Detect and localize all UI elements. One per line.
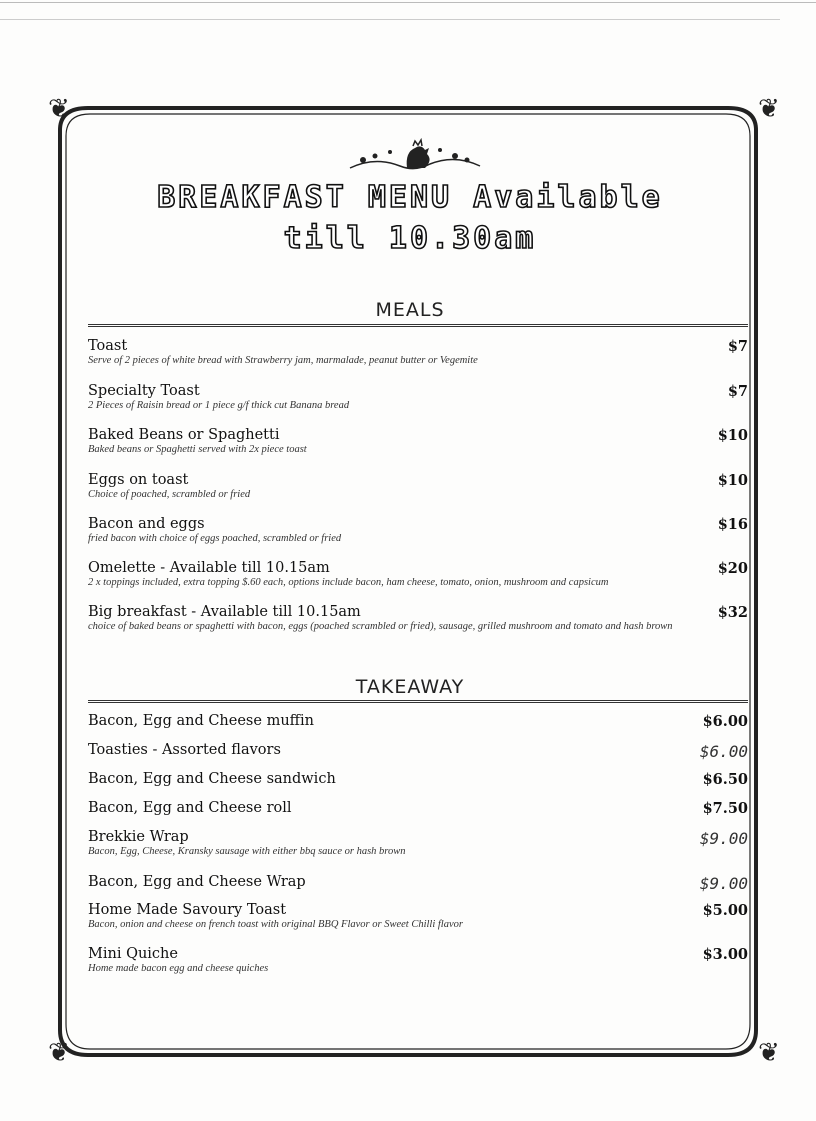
item-name: Home Made Savoury Toast: [88, 902, 287, 918]
item-name: Bacon, Egg and Cheese Wrap: [88, 874, 306, 890]
item-name: Toasties - Assorted flavors: [88, 742, 281, 758]
rooster-floral-ornament-icon: [345, 138, 485, 178]
item-price: $20: [717, 560, 748, 577]
item-name: Mini Quiche: [88, 946, 178, 962]
takeaway-heading: TAKEAWAY: [355, 676, 465, 698]
floral-corner-icon: ❦: [758, 1038, 780, 1068]
item-name: Bacon and eggs: [88, 516, 205, 532]
item-description: Serve of 2 pieces of white bread with Strawberry jam, marmalade, peanut butter or Vegemite: [88, 355, 478, 366]
item-description: Bacon, Egg, Cheese, Kransky sausage with either bbq sauce or hash brown: [88, 846, 406, 857]
item-price: $16: [717, 516, 748, 533]
menu-item: [88, 427, 748, 455]
item-name: Baked Beans or Spaghetti: [88, 427, 280, 443]
meals-heading: MEALS: [375, 299, 445, 321]
item-description: Home made bacon egg and cheese quiches: [88, 963, 269, 974]
item-description: Bacon, onion and cheese on french toast with original BBQ Flavor or Sweet Chilli flavor: [88, 919, 463, 930]
menu-subtitle: till 10.30am: [283, 221, 537, 256]
item-price: $9.00: [699, 829, 748, 848]
item-price: $7.50: [702, 800, 748, 817]
menu-item: [88, 902, 748, 930]
menu-item: [88, 742, 748, 761]
item-name: Bacon, Egg and Cheese sandwich: [88, 771, 336, 787]
item-name: Specialty Toast: [88, 383, 200, 399]
floral-corner-icon: ❦: [48, 94, 70, 124]
item-description: 2 Pieces of Raisin bread or 1 piece g/f thick cut Banana bread: [88, 400, 350, 411]
floral-corner-icon: ❦: [758, 94, 780, 124]
item-description: 2 x toppings included, extra topping $.60 each, options include bacon, ham cheese, tomato, onion, mushroom and capsicum: [88, 577, 609, 588]
section-divider: [88, 324, 748, 327]
item-price: $3.00: [702, 946, 748, 963]
item-price: $7: [727, 338, 748, 355]
item-price: $5.00: [702, 902, 748, 919]
item-name: Brekkie Wrap: [88, 829, 189, 845]
menu-item: [88, 338, 748, 366]
menu-item: [88, 800, 748, 816]
item-name: Bacon, Egg and Cheese muffin: [88, 713, 314, 729]
menu-item: [88, 560, 748, 588]
menu-item: [88, 713, 748, 729]
menu-item: [88, 771, 748, 787]
item-description: Baked beans or Spaghetti served with 2x piece toast: [88, 444, 307, 455]
item-name: Bacon, Egg and Cheese roll: [88, 800, 292, 816]
section-divider: [88, 700, 748, 703]
item-description: choice of baked beans or spaghetti with bacon, eggs (poached scrambled or fried), sausage, grilled mushroom and tomato and hash brown: [88, 621, 673, 632]
item-price: $6.50: [702, 771, 748, 788]
item-description: Choice of poached, scrambled or fried: [88, 489, 251, 500]
menu-item: [88, 472, 748, 500]
item-name: Omelette - Available till 10.15am: [88, 560, 330, 576]
item-price: $6.00: [699, 742, 748, 761]
item-name: Toast: [88, 338, 128, 354]
item-name: Big breakfast - Available till 10.15am: [88, 604, 361, 620]
item-description: fried bacon with choice of eggs poached, scrambled or fried: [88, 533, 342, 544]
menu-item: [88, 604, 748, 632]
item-price: $6.00: [702, 713, 748, 730]
floral-corner-icon: ❦: [48, 1038, 70, 1068]
item-name: Eggs on toast: [88, 472, 189, 488]
item-price: $10: [717, 427, 748, 444]
menu-title: BREAKFAST MENU Available: [157, 180, 663, 215]
menu-item: [88, 383, 748, 411]
menu-item: [88, 946, 748, 974]
menu-item: [88, 874, 748, 893]
item-price: $32: [717, 604, 748, 621]
item-price: $10: [717, 472, 748, 489]
menu-item: [88, 829, 748, 857]
menu-item: [88, 516, 748, 544]
item-price: $9.00: [699, 874, 748, 893]
item-price: $7: [727, 383, 748, 400]
